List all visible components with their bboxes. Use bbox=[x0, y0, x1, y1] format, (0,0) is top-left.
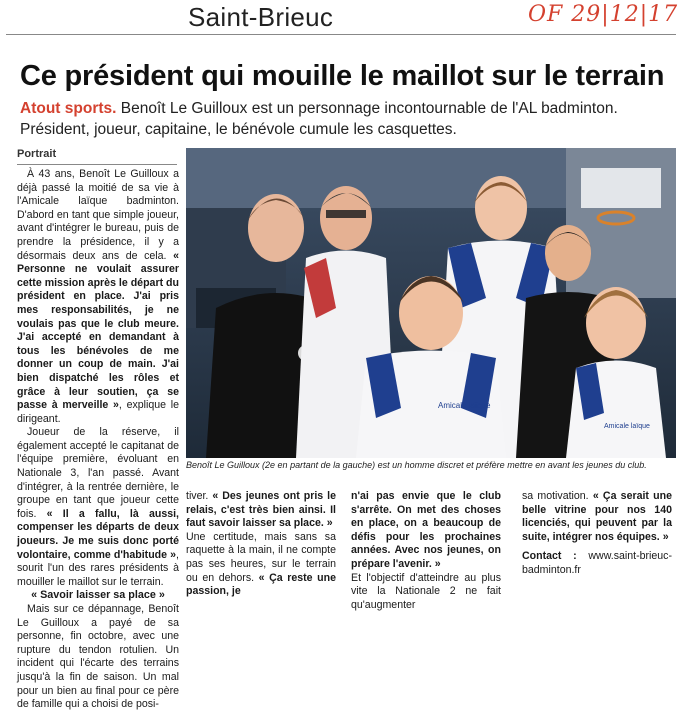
body-text: , explique le dirigeant. bbox=[17, 399, 179, 425]
article-column-2 bbox=[186, 490, 336, 599]
paragraph bbox=[522, 490, 672, 544]
page-header bbox=[0, 0, 682, 36]
article-photo bbox=[186, 148, 676, 458]
paragraph bbox=[17, 168, 179, 426]
photo-caption: Benoît Le Guilloux (2e en partant de la gauche) est un homme discret et préfère mettre en avant les jeunes du club. bbox=[186, 460, 647, 470]
contact-line bbox=[522, 550, 672, 577]
contact-label: Contact : bbox=[522, 550, 589, 563]
section-title: Saint-Brieuc bbox=[188, 2, 334, 32]
paragraph: Mais sur ce dépannage, Benoît Le Guilloux a payé de sa personne, fin octobre, avec une rupture du tendon rotulien. Un incident qui l'écarte des terrains jusqu'à la fin de saison. Un mal pour un bien au final pour ce père de famille qui a choisi de posi- bbox=[17, 603, 179, 711]
quote-text: « Ça reste une passion, je bbox=[186, 571, 336, 598]
rubric-label: Portrait bbox=[17, 148, 57, 160]
contact-website: www.saint-brieuc-badminton.fr bbox=[522, 550, 672, 576]
quote-text: « Personne ne voulait assurer cette mission après le départ du président en place. J'ai pris mes responsabilités, je ne voulais pas que le club meure. J'ai accepté en demandant à tous les bénévoles de me donner un coup de main. J'ai bien dispatché les rôles et grâce à leur soutien, ça se passe à merveille » bbox=[17, 249, 179, 412]
paragraph bbox=[186, 531, 336, 599]
handwritten-date-annotation: OF 29|12|17 bbox=[528, 2, 679, 27]
quote-text: « Ça serait une belle vitrine pour nos 140 licenciés, qui peuvent par la suite, intégrer nos équipes. » bbox=[522, 490, 672, 543]
header-divider bbox=[6, 34, 676, 35]
jersey-print-2: Amicale laïque bbox=[604, 423, 650, 430]
body-text: Une certitude, mais sans sa raquette à la main, il ne compte pas ses heures, sur le terrain ou en dehors. bbox=[186, 530, 336, 584]
quote-text: « Il a fallu, là aussi, compenser les départs de deux joueurs. Je me suis donc porté volontaire, comme d'habitude » bbox=[17, 507, 179, 561]
paragraph: Et l'objectif d'atteindre au plus vite la Nationale 2 ne fait qu'augmenter bbox=[351, 571, 501, 611]
body-text: sa motivation. bbox=[522, 490, 593, 502]
quote-text: « Des jeunes ont pris le relais, c'est très bien ainsi. Il faut savoir laisser sa place. » bbox=[186, 490, 336, 530]
intertitle: « Savoir laisser sa place » bbox=[31, 589, 165, 602]
jersey-print-1: Amicale laïque bbox=[438, 401, 491, 410]
body-text: , sourit l'un des rares présidents à mouiller le maillot sur le terrain. bbox=[17, 548, 179, 588]
body-text: Joueur de la réserve, il également accepté le capitanat de l'équipe première, évoluant en Nationale 3, l'an passé. Avant d'intégrer, à la rentrée dernière, le groupe en tant que joueur cette fois. bbox=[17, 426, 179, 520]
group-photo-illustration bbox=[186, 148, 676, 458]
standfirst bbox=[20, 98, 670, 140]
paragraph bbox=[186, 490, 336, 531]
article-column-3 bbox=[351, 490, 501, 612]
paragraph bbox=[17, 426, 179, 589]
standfirst-text: Benoît Le Guilloux est un personnage incontournable de l'AL badminton. Président, joueur, capitaine, le bénévole cumule les casquettes. bbox=[20, 100, 618, 138]
body-text: À 43 ans, Benoît Le Guilloux a déjà passé la moitié de sa vie à l'Amicale laïque badminton. D'abord en tant que simple joueur, avant d'intégrer le bureau, puis de prendre la présidence, il y a désormais deux ans de cela. bbox=[17, 168, 179, 262]
rubric-divider bbox=[17, 164, 177, 165]
headline: Ce président qui mouille le maillot sur le terrain bbox=[20, 60, 665, 92]
article-column-1 bbox=[17, 168, 179, 712]
body-text: tiver. bbox=[186, 490, 213, 502]
article-column-4 bbox=[522, 490, 672, 578]
quote-text: n'ai pas envie que le club s'arrête. On met des choses en place, on a beaucoup de défis pour les prochaines années. Avec nos jeunes, on prépare l'avenir. » bbox=[351, 490, 501, 570]
standfirst-kicker: Atout sports. bbox=[20, 100, 117, 117]
